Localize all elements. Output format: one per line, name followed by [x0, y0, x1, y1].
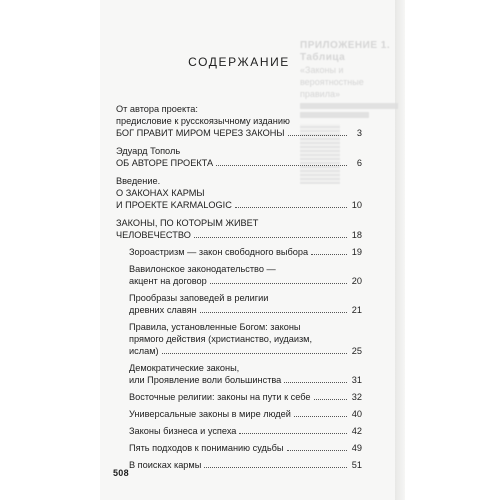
toc-entry-title: или Проявление воли большинства [129, 375, 282, 385]
toc-subentry[interactable] [116, 246, 362, 258]
toc-subentry[interactable] [116, 263, 362, 287]
dot-leader [210, 283, 347, 284]
folio-page-number: 508 [113, 468, 129, 478]
toc-entry-line: Прообразы заповедей в религии [129, 293, 269, 303]
page-number: 3 [356, 128, 362, 138]
page-number: 21 [351, 305, 362, 315]
toc-entry-title: Универсальные законы в мире людей [129, 409, 291, 419]
page-number: 49 [351, 443, 362, 453]
page-number: 25 [351, 346, 362, 356]
page-number: 10 [351, 200, 362, 210]
toc-entry-title: Зороастризм — закон свободного выбора [129, 247, 309, 257]
dot-leader [162, 353, 347, 354]
toc-entry-leader-line [129, 374, 362, 386]
toc-entry-leader-line [129, 304, 362, 316]
page-title: СОДЕРЖАНИЕ [188, 55, 290, 69]
toc-entry-title: акцент на договор [129, 276, 207, 286]
toc-entry-title: ЧЕЛОВЕЧЕСТВО [116, 230, 191, 240]
toc-entry[interactable] [116, 145, 362, 169]
toc-subentry[interactable] [116, 391, 362, 403]
dot-leader [287, 450, 347, 451]
page-number: 51 [351, 460, 362, 470]
toc-entry-line: Демократические законы, [129, 363, 240, 373]
toc-entry-leader-line [129, 345, 362, 357]
toc-entry-leader-line [129, 459, 362, 471]
dot-leader [239, 433, 347, 434]
toc-entry-title: древних славян [129, 305, 197, 315]
toc-subentry[interactable] [116, 408, 362, 420]
toc-entry-leader-line [116, 229, 362, 241]
dot-leader [314, 399, 347, 400]
toc-entry-title: И ПРОЕКТЕ KARMALOGIC [116, 200, 232, 210]
dot-leader [194, 237, 347, 238]
page-number: 18 [351, 230, 362, 240]
toc-entry-title: ислам) [129, 346, 159, 356]
toc-entry-title: Восточные религии: законы на пути к себе [129, 392, 311, 402]
toc-entry-leader-line [129, 425, 362, 437]
toc-subentry[interactable] [116, 321, 362, 357]
toc-entry-line: прямого действия (христианство, иудаизм, [129, 334, 313, 344]
toc-subentry[interactable] [116, 459, 362, 471]
dot-leader [311, 254, 347, 255]
toc-subentry[interactable] [116, 362, 362, 386]
toc-entry-line: О ЗАКОНАХ КАРМЫ [116, 188, 205, 198]
toc-entry-line: Введение. [116, 176, 161, 186]
page-number: 19 [351, 247, 362, 257]
bleed-through-line: ПРИЛОЖЕНИЕ 1. Таблица [300, 40, 391, 63]
dot-leader [200, 312, 347, 313]
toc-entry[interactable] [116, 175, 362, 211]
toc-subentry[interactable] [116, 292, 362, 316]
dot-leader [204, 467, 347, 468]
toc-entry-leader-line [116, 157, 362, 169]
toc-entry-title: В поисках кармы [129, 460, 202, 470]
toc-entry-leader-line [116, 127, 362, 139]
toc-entry-line: От автора проекта: [116, 104, 198, 114]
bleed-through-line: правила» [300, 89, 340, 99]
bleed-through-line: «Законы и вероятностные [300, 65, 364, 87]
toc-entry-leader-line [129, 391, 362, 403]
toc-entry-line: Эдуард Тополь [116, 146, 181, 156]
dot-leader [235, 207, 347, 208]
page-number: 42 [351, 426, 362, 436]
toc-entry-title: ОБ АВТОРЕ ПРОЕКТА [116, 158, 214, 168]
dot-leader [216, 165, 347, 166]
toc-entry-line: Правила, установленные Богом: законы [129, 322, 301, 332]
toc-entry-leader-line [129, 275, 362, 287]
toc-entry-line: Вавилонское законодательство — [129, 264, 276, 274]
toc-entry-leader-line [116, 199, 362, 211]
toc-entry[interactable] [116, 103, 362, 139]
dot-leader [288, 135, 347, 136]
dot-leader [294, 416, 347, 417]
toc-entry-leader-line [129, 246, 362, 258]
toc-subentry[interactable] [116, 425, 362, 437]
toc-entry-leader-line [129, 408, 362, 420]
page-number: 31 [351, 375, 362, 385]
page-number: 32 [351, 392, 362, 402]
toc-subentry[interactable] [116, 442, 362, 454]
page-number: 20 [351, 276, 362, 286]
toc-entry-title: Законы бизнеса и успеха [129, 426, 237, 436]
toc-entry-line: предисловие к русскоязычному изданию [116, 116, 290, 126]
dot-leader [284, 382, 347, 383]
toc-entry-title: БОГ ПРАВИТ МИРОМ ЧЕРЕЗ ЗАКОНЫ [116, 128, 285, 138]
table-of-contents [116, 55, 362, 471]
toc-entry[interactable] [116, 217, 362, 241]
page-number: 6 [356, 158, 362, 168]
toc-entry-line: ЗАКОНЫ, ПО КОТОРЫМ ЖИВЕТ [116, 218, 259, 228]
toc-entry-leader-line [129, 442, 362, 454]
toc-entry-title: Пять подходов к пониманию судьбы [129, 443, 284, 453]
page-number: 40 [351, 409, 362, 419]
